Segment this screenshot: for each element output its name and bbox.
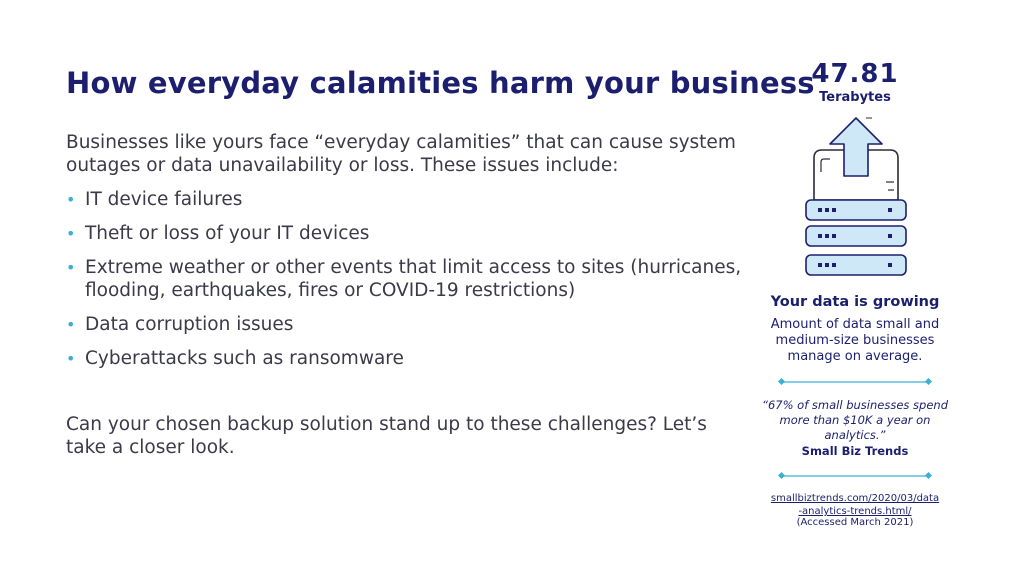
issues-list bbox=[66, 188, 746, 370]
accessed-date: (Accessed March 2021) bbox=[796, 517, 914, 528]
rack-unit bbox=[806, 200, 906, 220]
rack-unit bbox=[806, 226, 906, 246]
list-item: • Theft or loss of your IT devices bbox=[66, 223, 370, 244]
page-title: How everyday calamities harm your business bbox=[66, 66, 815, 100]
list-item: • Cyberattacks such as ransomware bbox=[66, 348, 404, 369]
list-item: • Extreme weather or other events that limit access to sites (hurricanes, flooding, earthquakes, fires or COVID-19 restrictions) bbox=[66, 257, 742, 301]
rack-unit bbox=[806, 255, 906, 275]
source-link[interactable]: smallbiztrends.com/2020/03/data-analytics-trends.html/ bbox=[770, 493, 940, 517]
divider bbox=[778, 471, 932, 481]
stat-block bbox=[760, 58, 950, 106]
server-upload-icon bbox=[800, 112, 912, 282]
bullet-dot-icon: • bbox=[66, 224, 76, 243]
stat-value: 47.81 bbox=[811, 59, 899, 89]
list-item: • IT device failures bbox=[66, 189, 243, 210]
intro-text: Businesses like yours face “everyday calamities” that can cause system outages or data unavailability or loss. These issues include: bbox=[66, 132, 736, 176]
bullet-dot-icon: • bbox=[66, 349, 76, 368]
growing-description: Amount of data small and medium-size businesses manage on average. bbox=[770, 317, 940, 364]
divider bbox=[778, 377, 932, 387]
stat-unit: Terabytes bbox=[819, 90, 891, 105]
bullet-dot-icon: • bbox=[66, 258, 76, 277]
growing-title: Your data is growing bbox=[770, 294, 940, 310]
bullet-dot-icon: • bbox=[66, 190, 76, 209]
bullet-dot-icon: • bbox=[66, 315, 76, 334]
closing-text: Can your chosen backup solution stand up to these challenges? Let’s take a closer look. bbox=[66, 414, 707, 458]
quote-source: Small Biz Trends bbox=[801, 444, 909, 458]
quote-text: “67% of small businesses spend more than $10K a year on analytics.” bbox=[762, 398, 948, 442]
body-content bbox=[66, 131, 746, 381]
list-item: • Data corruption issues bbox=[66, 314, 294, 335]
